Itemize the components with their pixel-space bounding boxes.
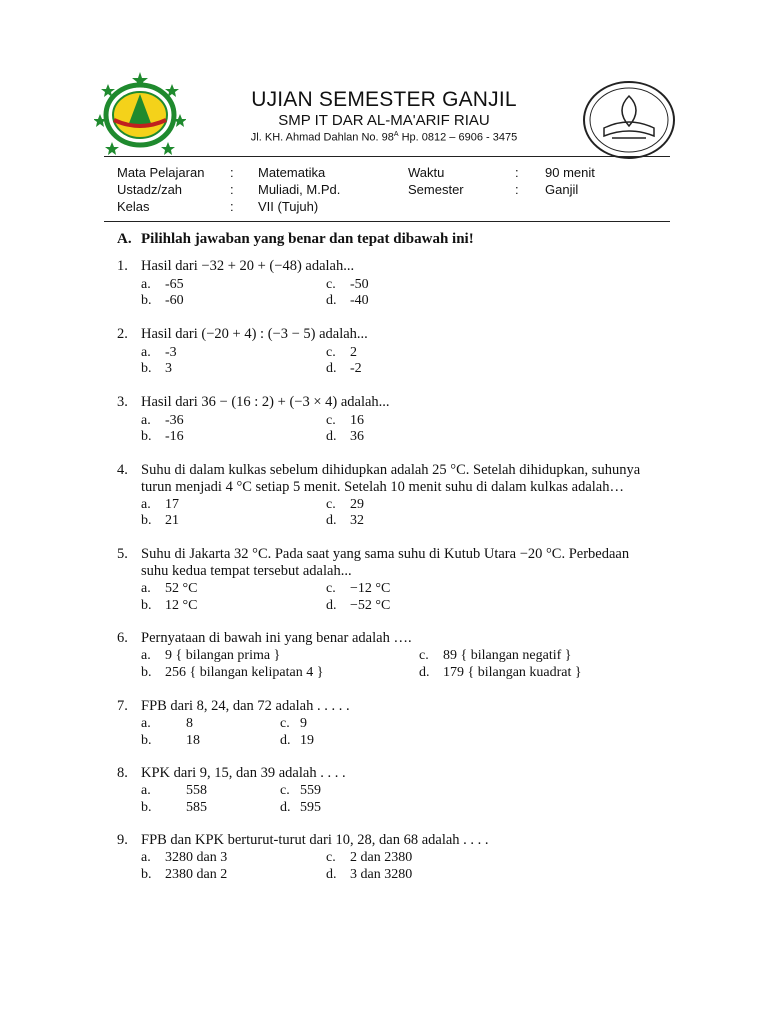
option-d: d. 36 [326,429,364,444]
question-6: 6. Pernyataan di bawah ini yang benar adalah …. [117,630,412,646]
exam-title: UJIAN SEMESTER GANJIL [251,88,517,111]
option-a: a. 52 °C [141,581,198,596]
info-colon: : [230,165,234,180]
info-colon: : [230,199,234,214]
option-b: b. 2380 dan 2 [141,867,228,882]
option-d: d. 595 [280,800,321,815]
question-7: 7. FPB dari 8, 24, dan 72 adalah . . . . . [117,698,350,714]
info-label-class: Kelas [117,199,150,214]
option-c: c. 89 { bilangan negatif } [419,648,572,663]
info-label-semester: Semester [408,182,464,197]
section-heading: A. Pilihlah jawaban yang benar dan tepat dibawah ini! [117,231,474,247]
option-c: c. 2 dan 2380 [326,850,413,865]
option-b: b. 18 [141,733,200,748]
info-value-subject: Matematika [258,165,326,180]
question-3: 3. Hasil dari 36 − (16 : 2) + (−3 × 4) adalah... [117,394,390,410]
school-name: SMP IT DAR AL-MA'ARIF RIAU [278,112,490,129]
option-d: d. 179 { bilangan kuadrat } [419,665,582,680]
option-d: d. -2 [326,361,362,376]
option-c: c. 2 [326,345,357,360]
option-a: a. -65 [141,277,184,292]
header-divider [104,156,670,157]
option-a: a. 9 { bilangan prima } [141,648,281,663]
info-divider [104,221,670,222]
info-colon: : [230,182,234,197]
info-label-subject: Mata Pelajaran [117,165,205,180]
question-5: 5. Suhu di Jakarta 32 °C. Pada saat yang sama suhu di Kutub Utara −20 °C. Perbedaan [117,546,630,562]
option-b: b. -60 [141,293,184,308]
question-1: 1. Hasil dari −32 + 20 + (−48) adalah... [117,258,355,274]
option-d: d. 19 [280,733,314,748]
option-d: d. -40 [326,293,369,308]
question-5-continued: suhu kedua tempat tersebut adalah... [141,563,352,579]
option-b: b. 585 [141,800,207,815]
question-9: 9. FPB dan KPK berturut-turut dari 10, 28, dan 68 adalah . . . . [117,832,489,848]
question-2: 2. Hasil dari (−20 + 4) : (−3 − 5) adalah... [117,326,368,342]
option-a: a. -3 [141,345,177,360]
option-c: c. -50 [326,277,369,292]
option-d: d. 3 dan 3280 [326,867,413,882]
info-label-teacher: Ustadz/zah [117,182,183,197]
option-b: b. -16 [141,429,184,444]
option-c: c. −12 °C [326,581,391,596]
option-d: d. −52 °C [326,598,391,613]
question-4-continued: turun menjadi 4 °C setiap 5 menit. Setelah 10 menit suhu di dalam kulkas adalah… [141,479,624,495]
question-4: 4. Suhu di dalam kulkas sebelum dihidupkan adalah 25 °C. Setelah dihidupkan, suhunya [117,462,641,478]
option-a: a. -36 [141,413,184,428]
option-a: a. 17 [141,497,179,512]
school-address: Jl. KH. Ahmad Dahlan No. $98^A$ Hp. 0812 – 6906 - 3475 [250,131,518,144]
option-a: a. 3280 dan 3 [141,850,228,865]
question-8: 8. KPK dari 9, 15, dan 39 adalah . . . . [117,765,346,781]
option-c: c. 559 [280,783,321,798]
info-value-semester: Ganjil [545,182,579,197]
option-d: d. 32 [326,513,364,528]
option-a: a. 558 [141,783,207,798]
info-label-time: Waktu [408,165,445,180]
option-a: a. 8 [141,716,193,731]
info-value-teacher: Muliadi, M.Pd. [258,182,341,197]
info-value-class: VII (Tujuh) [258,199,319,214]
info-colon: : [515,182,519,197]
option-c: c. 16 [326,413,364,428]
option-c: c. 9 [280,716,307,731]
info-value-time: 90 menit [545,165,595,180]
option-b: b. 3 [141,361,172,376]
info-colon: : [515,165,519,180]
option-b: b. 12 °C [141,598,198,613]
option-c: c. 29 [326,497,364,512]
option-b: b. 256 { bilangan kelipatan 4 } [141,665,324,680]
option-b: b. 21 [141,513,179,528]
